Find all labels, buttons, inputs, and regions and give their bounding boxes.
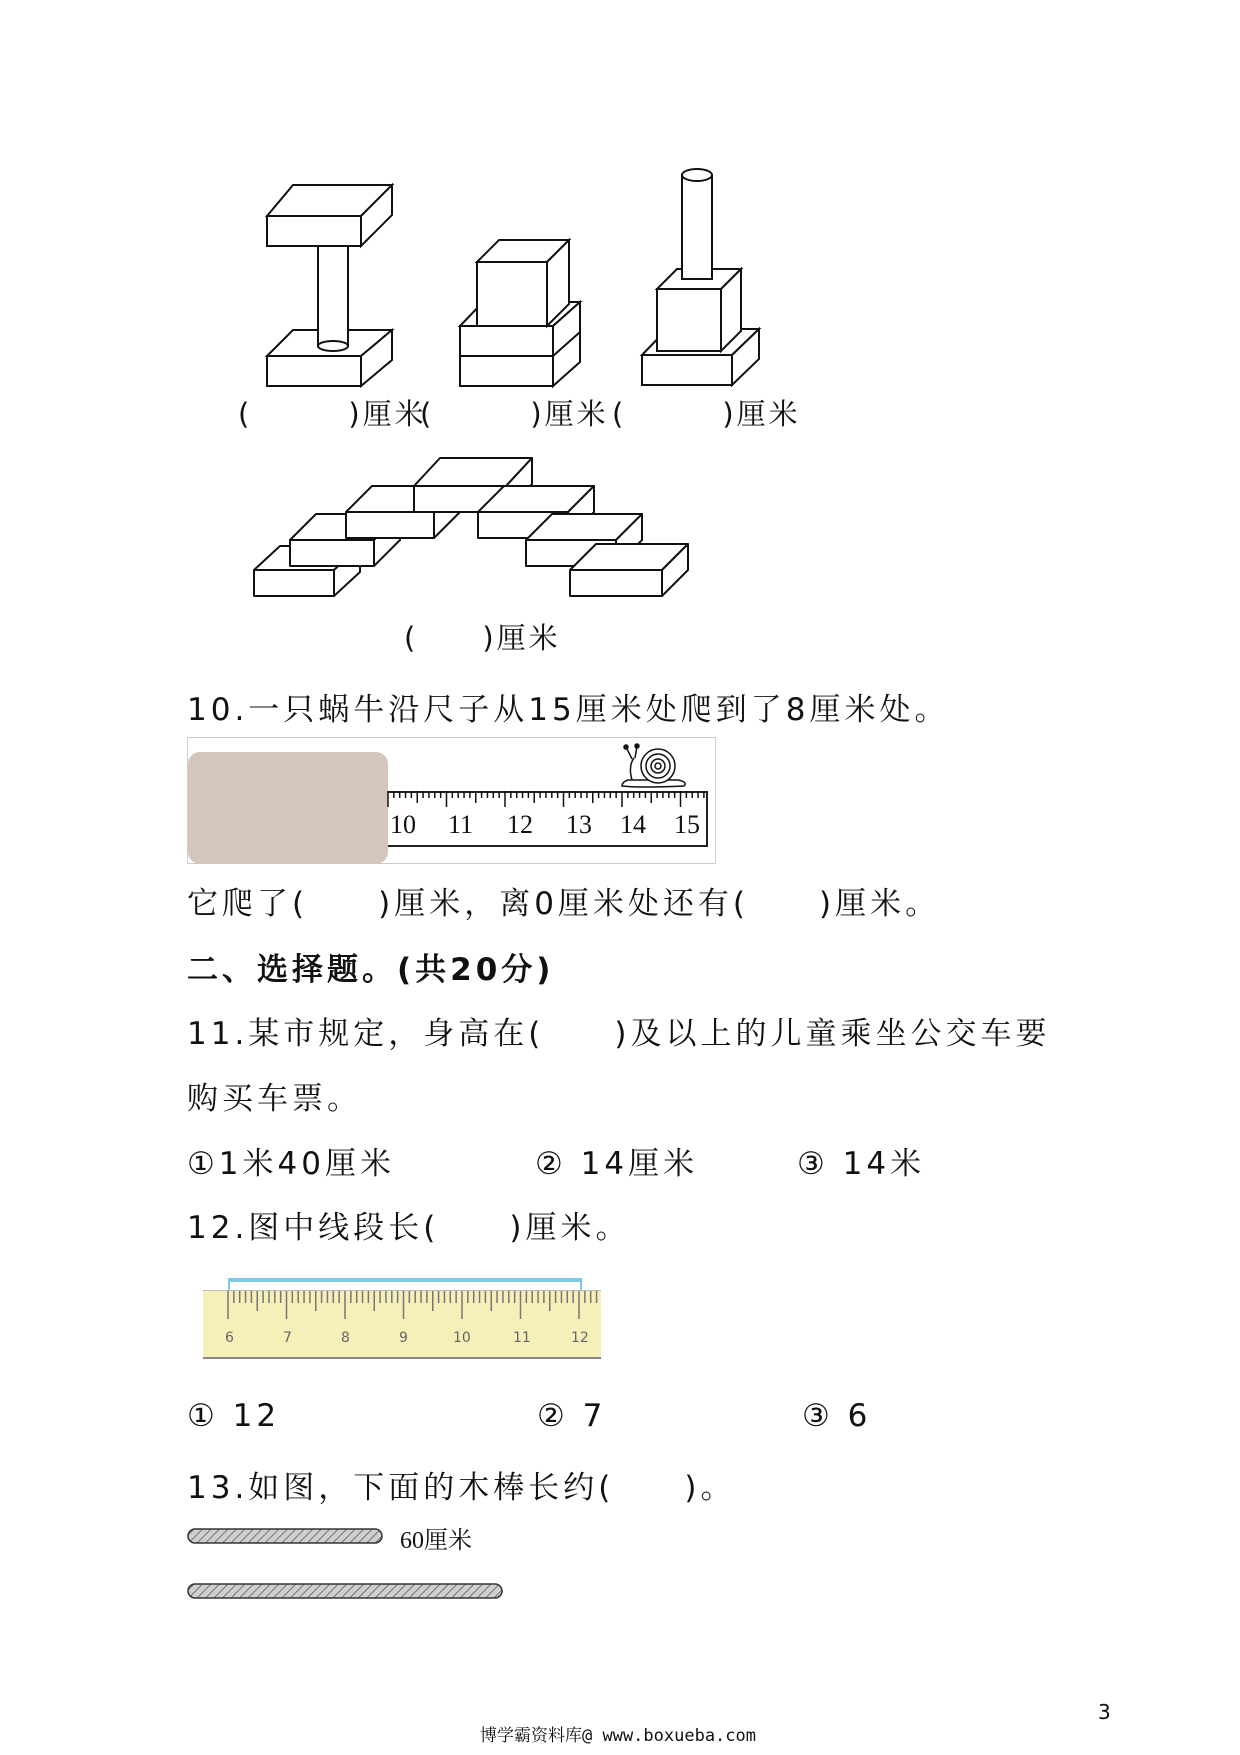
- question-11-line1: 11.某市规定，身高在( )及以上的儿童乘坐公交车要: [187, 1016, 1051, 1052]
- question-11-option-1: ①1米40厘米: [187, 1146, 395, 1182]
- tick-label: 15: [674, 810, 700, 839]
- question-10-text: 10.一只蜗牛沿尺子从15厘米处爬到了8厘米处。: [187, 692, 950, 728]
- tick-label: 9: [399, 1330, 408, 1346]
- section-2-title: 二、选择题。(共20分): [187, 952, 555, 988]
- snail-icon: [618, 744, 690, 792]
- tick-label: 10: [390, 810, 416, 839]
- segment-ruler-figure: [203, 1278, 589, 1358]
- segment-end-right: [580, 1278, 582, 1290]
- question-12-option-2: ② 7: [537, 1398, 607, 1434]
- watermark: 博学霸资料库@ www.boxueba.com: [480, 1726, 756, 1746]
- tick-label: 13: [566, 810, 592, 839]
- stick-60cm: [187, 1527, 387, 1547]
- block-arch-figure: [250, 450, 710, 600]
- tick-label: 10: [453, 1330, 471, 1346]
- tick-label: 6: [225, 1330, 234, 1346]
- question-11-option-3: ③ 14米: [797, 1146, 926, 1182]
- block-label-1: ( )厘米: [238, 397, 427, 431]
- yellow-ruler-ticks: [203, 1291, 603, 1331]
- line-segment: [228, 1278, 582, 1282]
- question-12-option-3: ③ 6: [802, 1398, 872, 1434]
- question-11-line2: 购买车票。: [187, 1081, 362, 1117]
- tick-label: 8: [341, 1330, 350, 1346]
- covered-ruler-area: [188, 752, 388, 864]
- block-figure-3: [637, 165, 767, 391]
- tick-label: 11: [448, 810, 474, 839]
- tick-label: 12: [507, 810, 533, 839]
- block-label-2: ( )厘米: [420, 397, 609, 431]
- segment-end-left: [228, 1278, 230, 1290]
- block-figure-1: [262, 180, 402, 390]
- tick-label: 11: [513, 1330, 531, 1346]
- stick-60cm-label: 60厘米: [400, 1528, 472, 1554]
- tick-label: 7: [283, 1330, 292, 1346]
- tick-label: 14: [620, 810, 646, 839]
- question-10-answer: 它爬了( )厘米，离0厘米处还有( )厘米。: [187, 886, 941, 922]
- ruler-ticks: [388, 791, 708, 811]
- question-11-option-2: ② 14厘米: [535, 1146, 699, 1182]
- stick-unknown: [187, 1582, 507, 1602]
- page-number: 3: [1098, 1700, 1111, 1724]
- question-13-text: 13.如图，下面的木棒长约( )。: [187, 1470, 736, 1506]
- question-12-text: 12.图中线段长( )厘米。: [187, 1210, 631, 1246]
- question-12-option-1: ① 12: [187, 1398, 281, 1434]
- snail-ruler-figure: [187, 737, 716, 864]
- block-figure-2: [455, 236, 595, 392]
- arch-label: ( )厘米: [404, 621, 561, 655]
- block-label-3: ( )厘米: [612, 397, 801, 431]
- ruler-tick-labels: [388, 810, 708, 840]
- yellow-ruler-labels: [203, 1330, 603, 1350]
- tick-label: 12: [571, 1330, 589, 1346]
